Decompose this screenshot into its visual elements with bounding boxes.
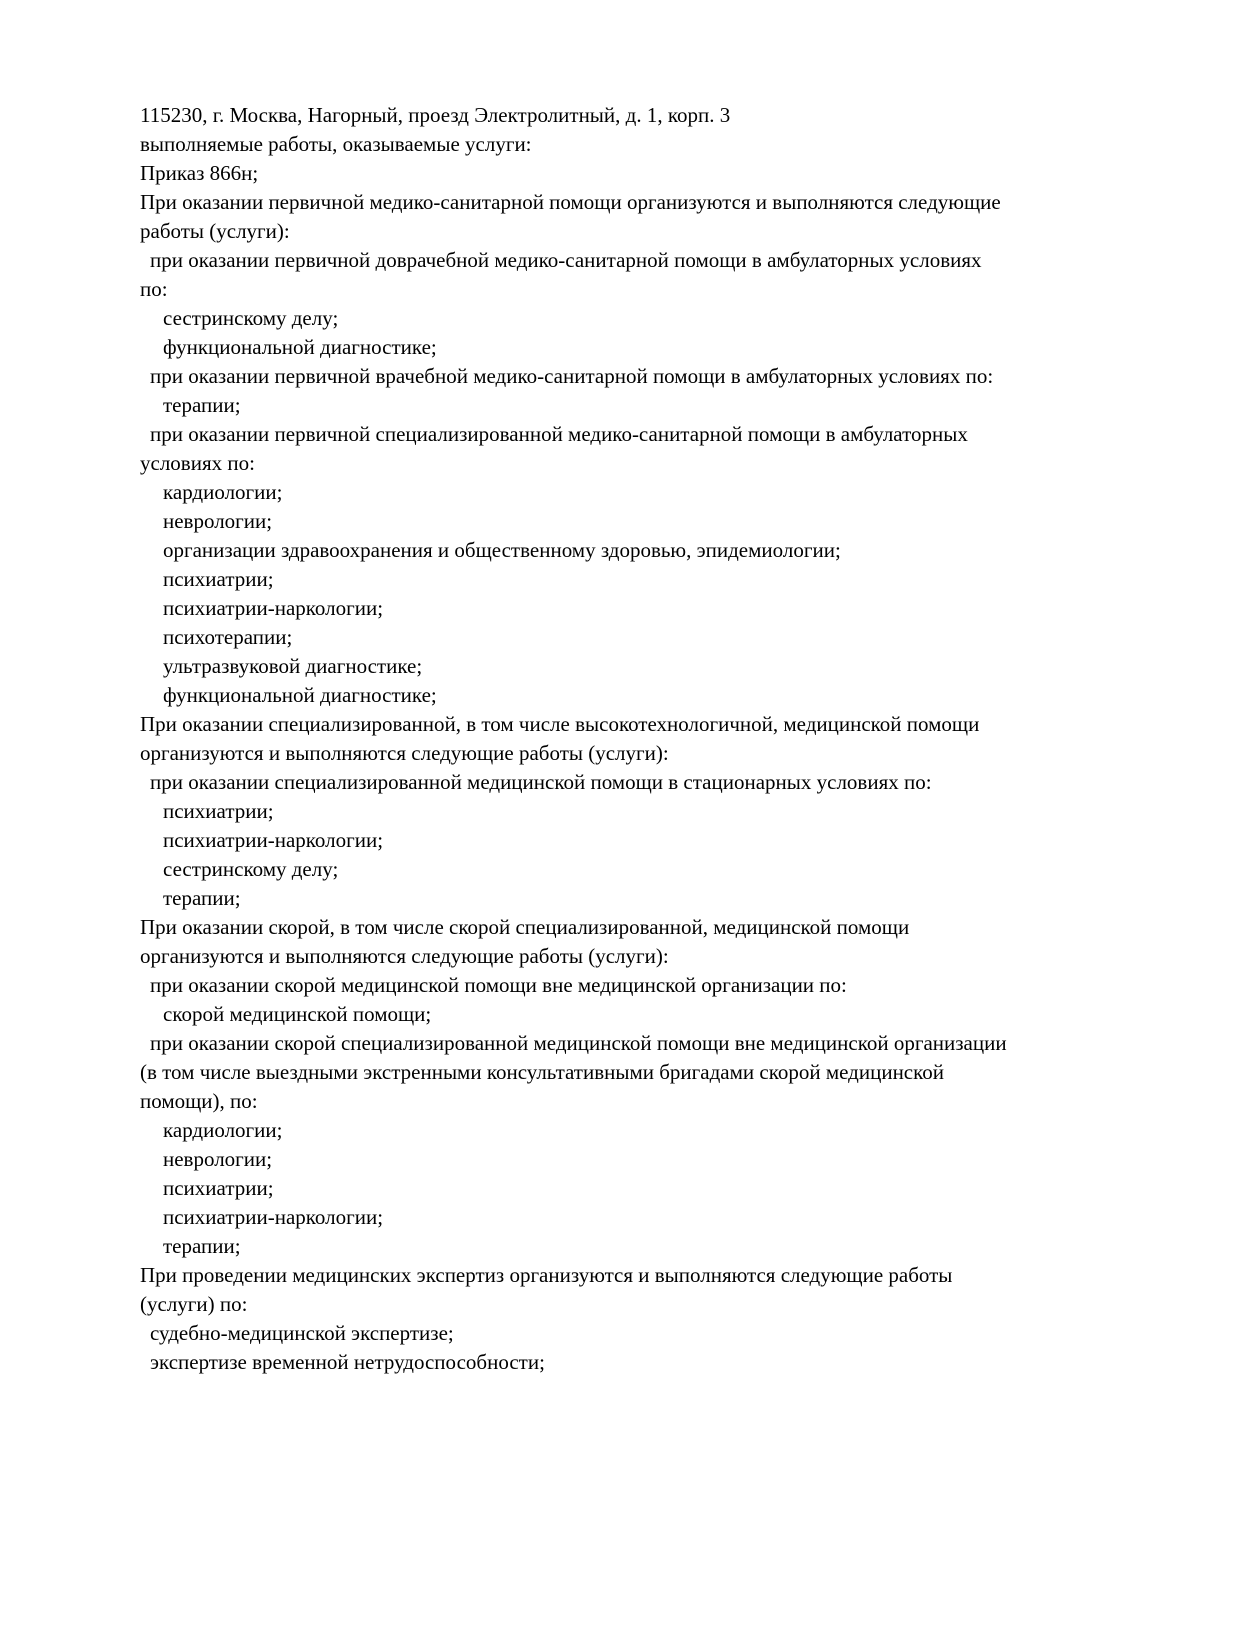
text-line: выполняемые работы, оказываемые услуги: bbox=[140, 132, 532, 156]
text-line: Приказ 866н; bbox=[140, 161, 259, 185]
text-line: неврологии; bbox=[163, 1147, 273, 1171]
text-line: кардиологии; bbox=[163, 480, 283, 504]
text-line: (услуги) по: bbox=[140, 1292, 248, 1316]
text-line: психиатрии-наркологии; bbox=[163, 596, 384, 620]
text-line: ультразвуковой диагностике; bbox=[163, 654, 423, 678]
text-line: организации здравоохранения и общественному здоровью, эпидемиологии; bbox=[163, 538, 841, 562]
text-line: при оказании скорой медицинской помощи вне медицинской организации по: bbox=[150, 973, 847, 997]
text-line: При оказании скорой, в том числе скорой специализированной, медицинской помощи bbox=[140, 915, 910, 939]
text-line: при оказании первичной врачебной медико-санитарной помощи в амбулаторных условиях по: bbox=[150, 364, 994, 388]
text-line: психиатрии; bbox=[163, 799, 274, 823]
text-line: При оказании первичной медико-санитарной помощи организуются и выполняются следующие bbox=[140, 190, 1001, 214]
text-line: психиатрии-наркологии; bbox=[163, 828, 384, 852]
text-line: при оказании первичной доврачебной медико-санитарной помощи в амбулаторных условиях bbox=[150, 248, 982, 272]
text-line: кардиологии; bbox=[163, 1118, 283, 1142]
text-line: работы (услуги): bbox=[140, 219, 290, 243]
text-line: условиях по: bbox=[140, 451, 255, 475]
text-line: сестринскому делу; bbox=[163, 306, 339, 330]
text-line: при оказании специализированной медицинской помощи в стационарных условиях по: bbox=[150, 770, 932, 794]
text-line: При оказании специализированной, в том числе высокотехнологичной, медицинской помощи bbox=[140, 712, 980, 736]
text-line: психиатрии; bbox=[163, 567, 274, 591]
text-line: терапии; bbox=[163, 1234, 241, 1258]
text-line: неврологии; bbox=[163, 509, 273, 533]
text-line: при оказании скорой специализированной медицинской помощи вне медицинской организации bbox=[150, 1031, 1007, 1055]
text-line: организуются и выполняются следующие работы (услуги): bbox=[140, 944, 669, 968]
text-line: терапии; bbox=[163, 886, 241, 910]
text-line: скорой медицинской помощи; bbox=[163, 1002, 432, 1026]
text-line: экспертизе временной нетрудоспособности; bbox=[150, 1350, 545, 1374]
text-line: организуются и выполняются следующие работы (услуги): bbox=[140, 741, 669, 765]
text-line: сестринскому делу; bbox=[163, 857, 339, 881]
text-line: судебно-медицинской экспертизе; bbox=[150, 1321, 454, 1345]
text-line: 115230, г. Москва, Нагорный, проезд Электролитный, д. 1, корп. 3 bbox=[140, 103, 731, 127]
text-line: психиатрии-наркологии; bbox=[163, 1205, 384, 1229]
text-line: терапии; bbox=[163, 393, 241, 417]
text-line: (в том числе выездными экстренными консультативными бригадами скорой медицинской bbox=[140, 1060, 944, 1084]
license-works-text-block bbox=[140, 101, 1150, 1377]
text-line: при оказании первичной специализированной медико-санитарной помощи в амбулаторных bbox=[150, 422, 968, 446]
text-line: психиатрии; bbox=[163, 1176, 274, 1200]
text-line: по: bbox=[140, 277, 168, 301]
text-line: помощи), по: bbox=[140, 1089, 258, 1113]
text-line: функциональной диагностике; bbox=[163, 335, 437, 359]
text-line: функциональной диагностике; bbox=[163, 683, 437, 707]
text-line: психотерапии; bbox=[163, 625, 293, 649]
text-line: При проведении медицинских экспертиз организуются и выполняются следующие работы bbox=[140, 1263, 953, 1287]
